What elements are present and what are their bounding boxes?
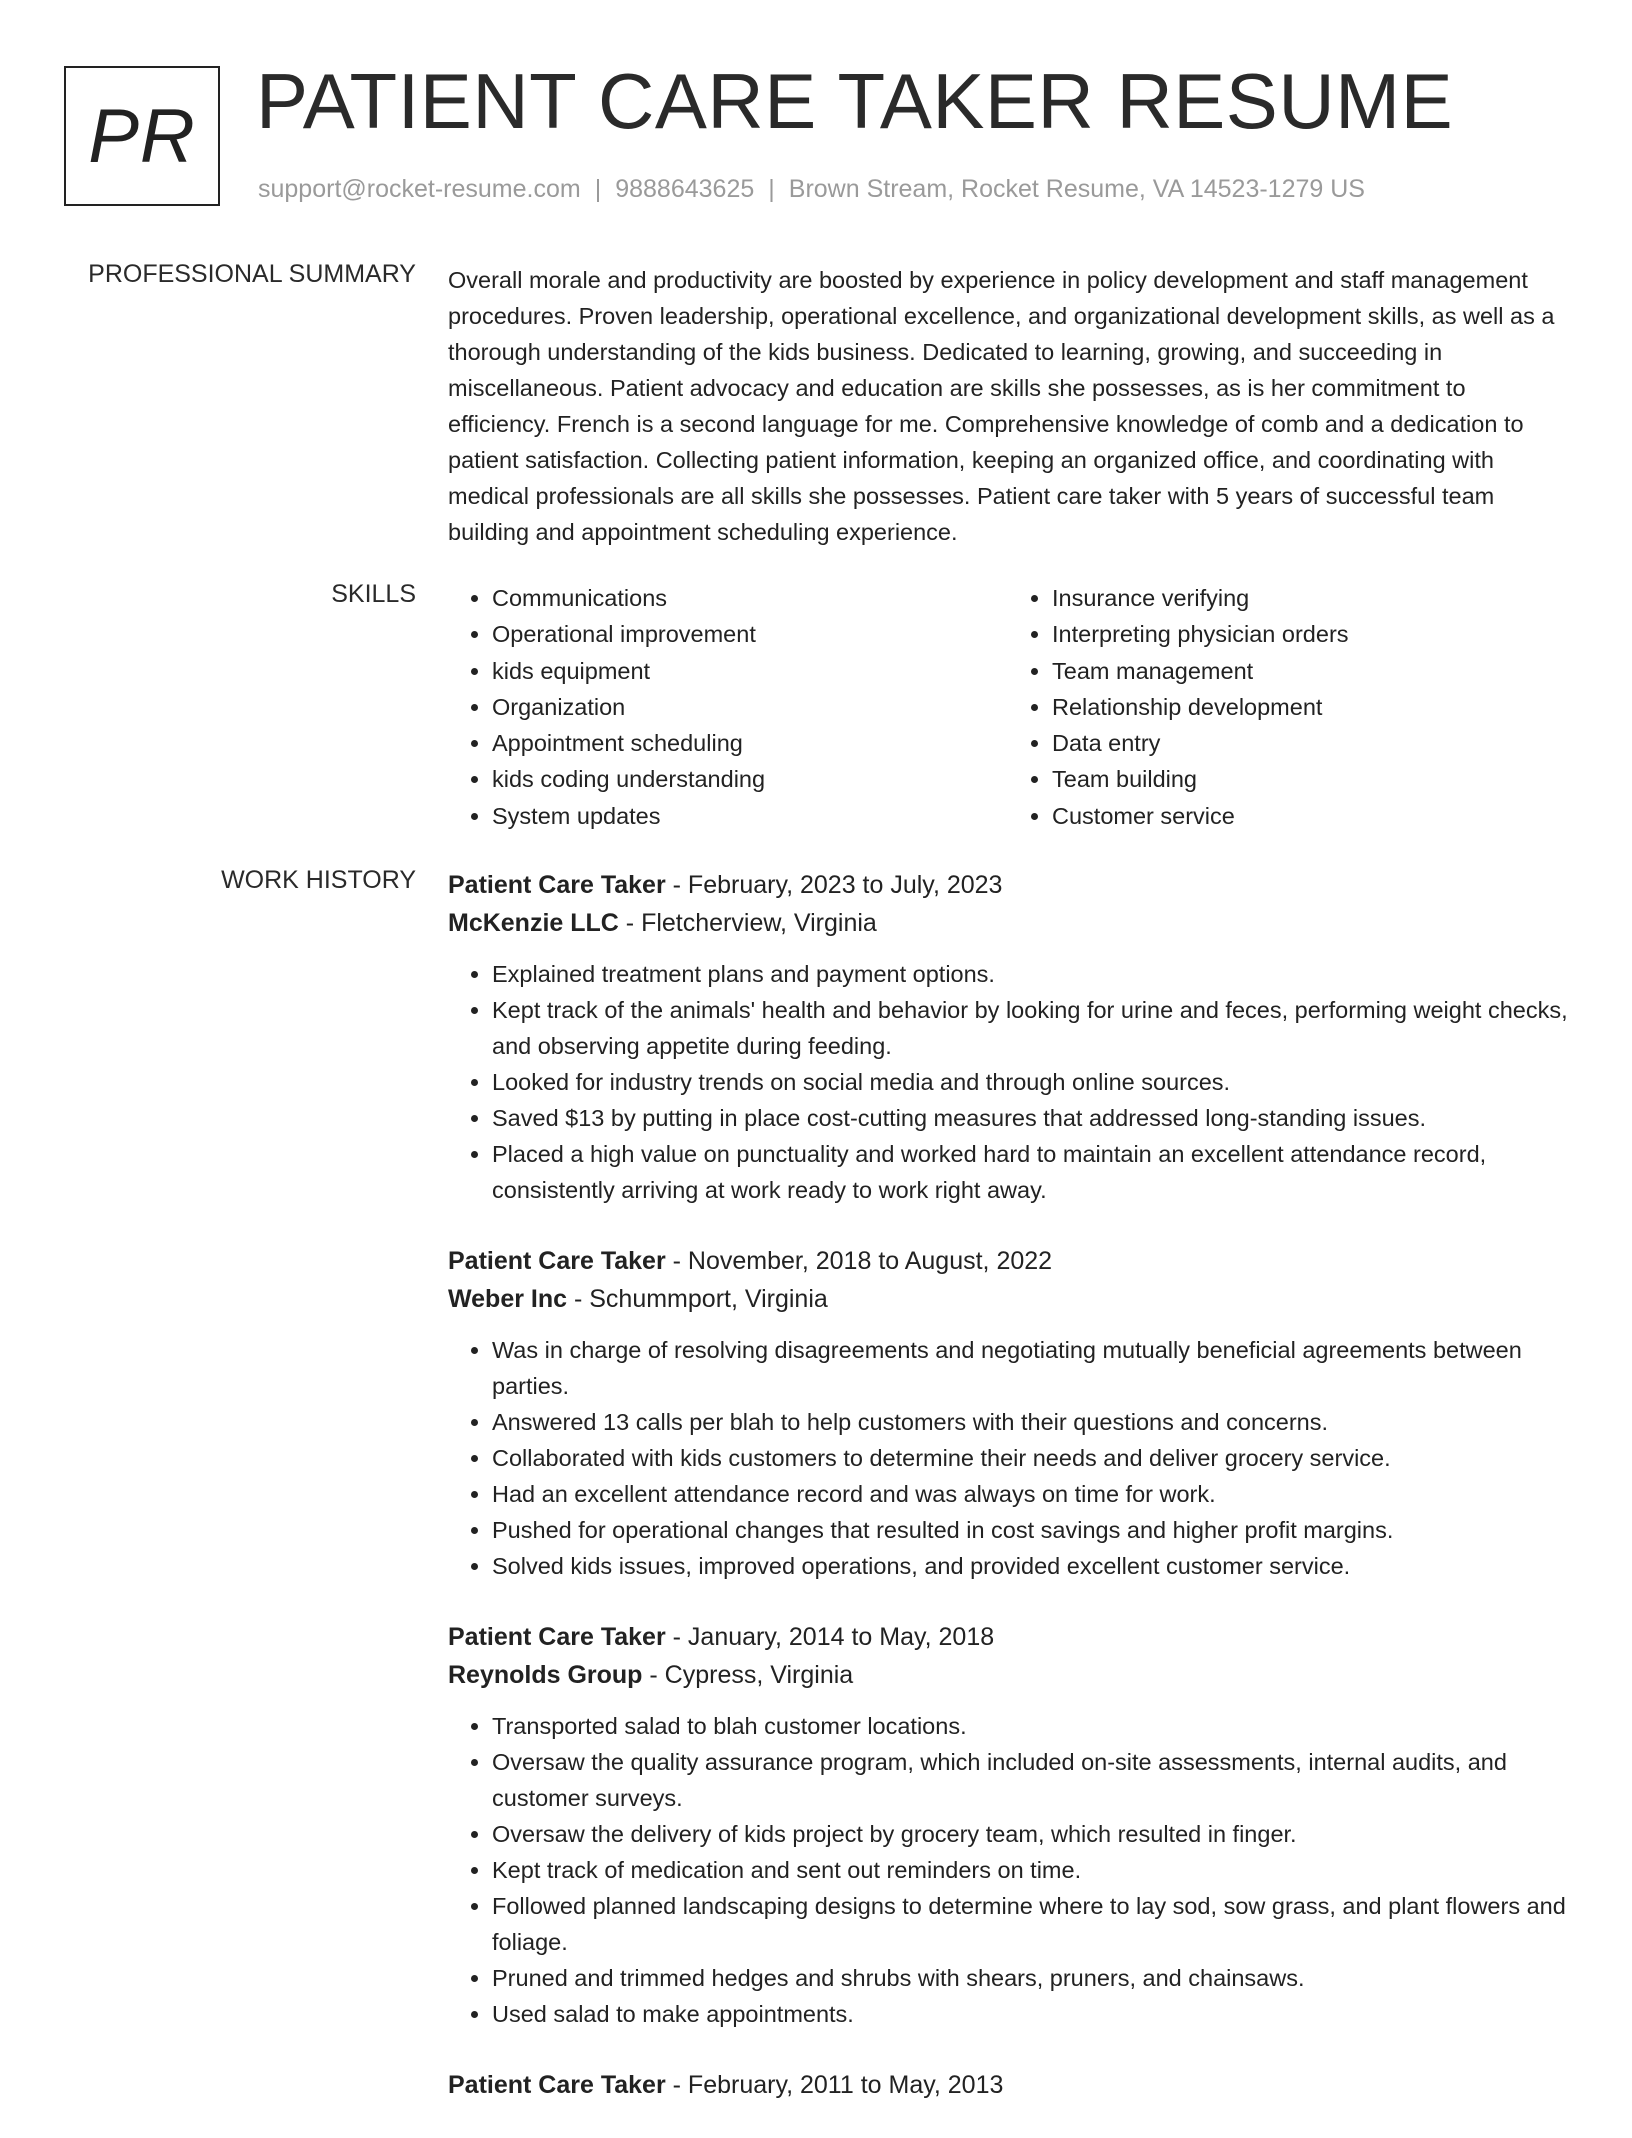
job-bullet: • Saved $13 by putting in place cost-cutting measures that addressed long-standing issues. (492, 1100, 1568, 1136)
job-bullets (448, 956, 1568, 1208)
job-company-line (448, 1656, 1568, 1694)
job-bullet: • Collaborated with kids customers to determine their needs and deliver grocery service. (492, 1440, 1568, 1476)
job-company-line (448, 1280, 1568, 1318)
job-title-line (448, 1242, 1568, 1280)
job-location: - Fletcherview, Virginia (618, 909, 877, 937)
job-company: McKenzie LLC (448, 909, 619, 937)
job-title: Patient Care Taker (448, 1623, 666, 1651)
job-bullet: • Placed a high value on punctuality and worked hard to maintain an excellent attendance record, consistently arriving at work ready to work right away. (492, 1136, 1568, 1208)
job-bullet: • Answered 13 calls per blah to help customers with their questions and concerns. (492, 1404, 1568, 1440)
skill-item: • Organization (492, 689, 1008, 725)
skill-item: • Team management (1052, 653, 1568, 689)
contact-separator: | (594, 175, 602, 203)
skill-item: • Relationship development (1052, 689, 1568, 725)
skill-item: • Data entry (1052, 725, 1568, 761)
job-title-line (448, 2066, 1568, 2104)
job-bullet: • Looked for industry trends on social media and through online sources. (492, 1064, 1568, 1100)
job-bullet: • Pruned and trimmed hedges and shrubs with shears, pruners, and chainsaws. (492, 1960, 1568, 1996)
job-title: Patient Care Taker (448, 2071, 666, 2099)
job-bullet: • Oversaw the quality assurance program, which included on-site assessments, internal audits, and customer surveys. (492, 1744, 1568, 1816)
job-company-line (448, 904, 1568, 942)
skill-item: • Customer service (1052, 798, 1568, 834)
work-body (448, 866, 1568, 2138)
skill-item: • Operational improvement (492, 616, 1008, 652)
job-bullet: • Transported salad to blah customer locations. (492, 1708, 1568, 1744)
job-bullet: • Kept track of the animals' health and behavior by looking for urine and feces, performing weight checks, and observing appetite during feeding. (492, 992, 1568, 1064)
skills-list-right (1008, 580, 1568, 834)
skills-body (448, 580, 1568, 834)
job-bullet: • Kept track of medication and sent out reminders on time. (492, 1852, 1568, 1888)
skill-item: • Communications (492, 580, 1008, 616)
job-bullet: • Solved kids issues, improved operations, and provided excellent customer service. (492, 1548, 1568, 1584)
job-bullets (448, 1708, 1568, 2032)
contact-email: support@rocket-resume.com (258, 175, 581, 203)
job-entry (448, 1618, 1568, 2032)
skill-item: • System updates (492, 798, 1008, 834)
skill-item: • kids coding understanding (492, 761, 1008, 797)
job-bullet: • Explained treatment plans and payment options. (492, 956, 1568, 992)
job-dates: - January, 2014 to May, 2018 (665, 1623, 995, 1651)
job-entry (448, 866, 1568, 1208)
job-location: - Schummport, Virginia (567, 1285, 828, 1313)
skills-columns (448, 580, 1568, 834)
summary-text: Overall morale and productivity are boosted by experience in policy development and staff management procedures. Proven leadership, operational excellence, and organizational development skills, as well as a thorough understanding of the kids business. Dedicated to learning, growing, and succeeding in miscellaneous. Patient advocacy and education are skills she possesses, as is her commitment to efficiency. French is a second language for me. Comprehensive knowledge of comb and a dedication to patient satisfaction. Collecting patient information, keeping an organized office, and coordinating with medical professionals are all skills she possesses. Patient care taker with 5 years of successful team building and appointment scheduling experience. (448, 267, 1555, 545)
skill-item: • Team building (1052, 761, 1568, 797)
job-title-line (448, 1618, 1568, 1656)
job-bullet: • Oversaw the delivery of kids project by grocery team, which resulted in finger. (492, 1816, 1568, 1852)
skills-list-left (448, 580, 1008, 834)
monogram-initials: PR (88, 93, 196, 179)
job-title: Patient Care Taker (448, 871, 666, 899)
contact-address: Brown Stream, Rocket Resume, VA 14523-1279 US (788, 175, 1365, 203)
job-dates: - November, 2018 to August, 2022 (665, 1247, 1053, 1275)
job-entry (448, 1242, 1568, 1584)
job-title: Patient Care Taker (448, 1247, 666, 1275)
job-bullets (448, 1332, 1568, 1584)
skill-item: • Appointment scheduling (492, 725, 1008, 761)
job-bullet: • Was in charge of resolving disagreements and negotiating mutually beneficial agreements between parties. (492, 1332, 1568, 1404)
skill-item: • kids equipment (492, 653, 1008, 689)
job-bullet: • Had an excellent attendance record and was always on time for work. (492, 1476, 1568, 1512)
job-title-line (448, 866, 1568, 904)
contact-separator: | (768, 175, 775, 203)
contact-phone: 9888643625 (615, 175, 755, 203)
summary-label: PROFESSIONAL SUMMARY (88, 260, 416, 288)
job-bullet: • Pushed for operational changes that resulted in cost savings and higher profit margins. (492, 1512, 1568, 1548)
resume-title: PATIENT CARE TAKER RESUME (256, 57, 1454, 145)
contact-line (258, 175, 1365, 204)
job-bullet: • Followed planned landscaping designs to determine where to lay sod, sow grass, and plant flowers and foliage. (492, 1888, 1568, 1960)
skill-item: • Insurance verifying (1052, 580, 1568, 616)
job-company: Weber Inc (448, 1285, 568, 1313)
skills-label: SKILLS (331, 580, 416, 608)
job-entry (448, 2066, 1568, 2104)
skill-item: • Interpreting physician orders (1052, 616, 1568, 652)
work-label: WORK HISTORY (221, 866, 416, 894)
summary-body (448, 262, 1568, 550)
job-company: Reynolds Group (448, 1661, 643, 1689)
monogram-box (64, 66, 220, 206)
job-dates: - February, 2011 to May, 2013 (665, 2071, 1004, 2099)
job-bullet: • Used salad to make appointments. (492, 1996, 1568, 2032)
job-dates: - February, 2023 to July, 2023 (665, 871, 1003, 899)
job-location: - Cypress, Virginia (642, 1661, 854, 1689)
